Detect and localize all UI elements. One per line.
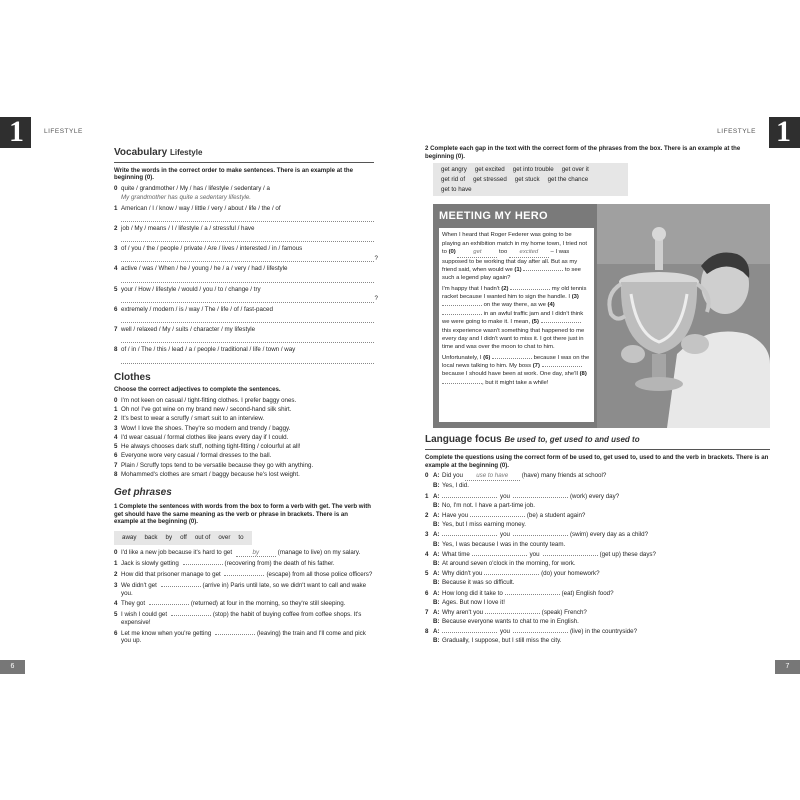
box-word: off [180, 533, 187, 541]
item-number: 4 [114, 265, 118, 273]
list-item [114, 560, 374, 568]
text-mid: you [529, 550, 540, 558]
answer-gap[interactable] [541, 322, 581, 323]
question-text [442, 628, 770, 636]
language-focus-instruction: Complete the questions using the correct form of be used to, get used to, used to and the verb in brackets. There is an example at the beginning (0). [425, 453, 769, 469]
spacer [425, 618, 433, 626]
answer-line[interactable] [121, 254, 378, 262]
text-after: (have) many friends at school? [521, 472, 607, 480]
answer-gap[interactable] [442, 497, 497, 498]
item-number: 8 [425, 628, 429, 636]
answer-gap[interactable] [224, 575, 264, 576]
answer-gap[interactable] [513, 632, 568, 633]
item-number: 3 [114, 581, 118, 589]
question-text [442, 512, 770, 520]
item-number: 2 [114, 224, 118, 232]
spacer [425, 521, 433, 529]
example-gap: get [457, 248, 497, 257]
text-after: (work) every day? [569, 492, 620, 500]
spacer [425, 560, 433, 568]
speaker-a: A: [433, 472, 440, 480]
item-number: 7 [114, 461, 118, 469]
item-number: 0 [114, 184, 118, 192]
item-number: 4 [425, 550, 429, 558]
item-text [121, 600, 374, 608]
text-after: (speak) French? [541, 608, 587, 616]
speaker-b: B: [433, 598, 440, 606]
right-content [425, 143, 770, 648]
example-gap: excited [509, 248, 549, 257]
answer-row [425, 599, 770, 607]
vocab-instruction: Write the words in the correct order to make sentences. There is an example at the beginning (0). [114, 166, 353, 182]
item-number: 2 [114, 415, 118, 423]
list-item [114, 185, 374, 193]
text-after: (arrive in) Paris until late, so we didn't want to call and wake you. [121, 581, 367, 597]
gap-number: (4) [547, 302, 555, 309]
item-text: Everyone wore very casual / formal dresses to the ball. [121, 452, 272, 460]
speaker-b: B: [433, 579, 440, 587]
text-before: Did you [442, 472, 465, 480]
item-text: your / How / lifestyle / would / you / to / change / try [121, 285, 261, 293]
text-before: Let me know when you're getting [121, 629, 212, 637]
gap-number: (1) [514, 266, 522, 273]
item-text: It's best to wear a scruffy / smart suit to an interview. [121, 415, 265, 423]
speaker-a: A: [433, 511, 440, 519]
page-number: 7 [775, 660, 800, 674]
spacer [425, 541, 433, 549]
item-number: 1 [425, 492, 429, 500]
box-word: back [144, 533, 158, 541]
item-text [121, 611, 374, 627]
spacer [425, 482, 433, 490]
list-item [114, 549, 374, 558]
answer-text: No, I'm not. I have a part-time job. [442, 501, 536, 509]
list-item [114, 571, 374, 579]
question-text [442, 570, 770, 578]
speaker-a: A: [433, 550, 440, 558]
text: too [499, 249, 508, 256]
answer-row [425, 482, 770, 490]
section-rule [114, 162, 374, 163]
answer-row [425, 560, 770, 568]
language-focus-subtitle: Be used to, get used to and used to [504, 435, 640, 445]
text: – I was supposed to be working that day after all. But as my friend said, when would we [442, 249, 578, 273]
answer-line[interactable] [121, 214, 374, 222]
answer-line[interactable] [121, 275, 374, 283]
speaker-a: A: [433, 492, 440, 500]
answer-gap[interactable] [513, 535, 568, 536]
list-item [114, 265, 374, 273]
text-after: (returned) at four in the morning, so they're still sleeping. [190, 600, 346, 608]
page-number: 6 [0, 660, 25, 674]
item-number: 7 [425, 608, 429, 616]
gap-number: (5) [531, 319, 539, 326]
answer-line[interactable] [121, 234, 374, 242]
text: to see such a legend play again? [442, 266, 581, 282]
question-row [425, 472, 770, 481]
text-before: How long did it take to [442, 589, 505, 597]
answer-line[interactable] [121, 356, 374, 364]
text: on the way there, as we [483, 302, 546, 309]
item-number: 8 [114, 346, 118, 354]
answer-gap[interactable] [183, 564, 223, 565]
list-item [114, 452, 374, 460]
item-text [121, 630, 374, 646]
text-before: I'd like a new job because it's hard to get [121, 548, 233, 556]
item-text [121, 582, 374, 598]
answer-gap[interactable] [442, 314, 482, 315]
question-text [442, 590, 770, 598]
left-content [114, 143, 378, 648]
answer-gap[interactable] [472, 555, 527, 556]
list-item [114, 286, 374, 294]
answer-gap[interactable] [171, 615, 211, 616]
question-text [442, 609, 770, 617]
article-paragraph [442, 231, 591, 282]
clothes-instruction: Choose the correct adjectives to complete the sentences. [114, 386, 281, 394]
gap-number: (3) [571, 294, 579, 301]
item-number: 1 [114, 204, 118, 212]
gaps-instruction: 2 Complete each gap in the text with the correct form of the phrases from the box. There is an example at the beginning (0). [425, 145, 741, 160]
box-phrase: get over it [561, 166, 589, 174]
item-text: Plain / Scruffy tops tend to be versatile because they go with anything. [121, 461, 314, 469]
speaker-a: A: [433, 608, 440, 616]
answer-row [425, 637, 770, 645]
item-text: of / in / The / this / lead / a / people / traditional / life / town / way [121, 346, 296, 354]
answer-gap[interactable] [492, 358, 532, 359]
item-text: American / I / know / way / little / very / about / life / the / of [121, 204, 281, 212]
item-text: Mohammed's clothes are smart / baggy because he's lost weight. [121, 470, 300, 478]
item-number: 2 [425, 511, 429, 519]
box-phrase: get stressed [473, 175, 507, 183]
text-before: What time [442, 550, 472, 558]
list-item [114, 600, 374, 608]
phrases-box [433, 163, 628, 196]
speaker-b: B: [433, 482, 440, 490]
text-before: Jack is slowly getting [121, 560, 179, 568]
example-answer: My grandmother has quite a sedentary lifestyle. [121, 193, 252, 201]
language-focus-title [425, 434, 770, 447]
speaker-b: B: [433, 637, 440, 645]
list-item [114, 462, 374, 470]
list-item [114, 630, 374, 646]
text-before: Why didn't you [442, 570, 485, 578]
text: Unfortunately, I [442, 354, 482, 361]
language-focus-exercise [425, 472, 770, 645]
item-number: 3 [114, 245, 118, 253]
question-row [425, 590, 770, 598]
item-text: Oh no! I've got wine on my brand new / second-hand silk shirt. [121, 406, 292, 414]
list-item [114, 471, 374, 479]
item-number: 1 [114, 406, 118, 414]
answer-gap[interactable] [505, 594, 560, 595]
unit-number: 1 [776, 115, 791, 148]
section-title-vocabulary [114, 147, 374, 160]
box-phrase: get into trouble [512, 166, 554, 174]
item-text: well / relaxed / My / suits / character / my lifestyle [121, 326, 256, 334]
unit-number: 1 [9, 115, 24, 148]
word-box [114, 531, 252, 545]
text-after: (be) a student again? [526, 511, 586, 519]
answer-gap[interactable] [442, 535, 497, 536]
item-number: 8 [114, 470, 118, 478]
answer-gap[interactable] [149, 604, 189, 605]
item-number: 3 [425, 531, 429, 539]
list-item [114, 225, 374, 233]
item-number: 4 [114, 433, 118, 441]
answer-row [425, 579, 770, 587]
spacer [425, 502, 433, 510]
item-text: He always chooses dark stuff, nothing tight-fitting / colourful at all! [121, 443, 301, 451]
item-number: 5 [114, 611, 118, 619]
spacer [425, 599, 433, 607]
item-number: 0 [425, 472, 429, 480]
get-phrases-exercise [114, 549, 374, 646]
list-item [114, 346, 374, 354]
gap-number: (6) [483, 354, 491, 361]
text-after: (get up) these days? [599, 550, 656, 558]
gap-number: (7) [532, 363, 540, 370]
box-phrase: get to have [441, 185, 472, 193]
text-mid: you [500, 492, 510, 500]
answer-row [425, 618, 770, 626]
speaker-a: A: [433, 570, 440, 578]
question-row [425, 628, 770, 636]
item-text: quite / grandmother / My / has / lifestyle / sedentary / a [121, 184, 270, 192]
answer-gap[interactable] [510, 289, 550, 290]
article-title: MEETING MY HERO [439, 210, 548, 223]
item-text: job / My / means / I / lifestyle / a / stressful / have [121, 224, 255, 232]
article-paragraph [442, 285, 591, 352]
text: because I was on the local news talking to him. My boss [442, 354, 590, 370]
unit-badge [769, 117, 800, 148]
box-word: by [165, 533, 173, 541]
spacer [425, 637, 433, 645]
question-row [425, 512, 770, 520]
line-end-punctuation: ? [374, 254, 378, 262]
question-row [425, 531, 770, 539]
answer-text: Ages. But now I love it! [442, 598, 505, 606]
speaker-a: A: [433, 531, 440, 539]
text-mid: you [500, 531, 510, 539]
text-before: Have you [442, 511, 470, 519]
item-number: 0 [114, 548, 118, 556]
right-page [400, 0, 800, 800]
article-paragraph [442, 354, 591, 388]
answer-text: At around seven o'clock in the morning, for work. [442, 559, 576, 567]
answer-text: Because it was so difficult. [442, 579, 515, 587]
question-row [425, 551, 770, 559]
answer-gap[interactable] [442, 632, 497, 633]
list-item [114, 306, 374, 314]
answer-line[interactable] [121, 295, 378, 303]
list-item [114, 434, 374, 442]
speaker-a: A: [433, 628, 440, 636]
question-text [442, 493, 770, 501]
answer-line[interactable] [121, 315, 374, 323]
get-phrases-instruction: 1 Complete the sentences with words from the box to form a verb with get. The verb with get should have the same meaning as the verb or phrase in brackets. There is an example at the beginning (0). [114, 503, 371, 526]
line-end-punctuation: ? [374, 295, 378, 303]
answer-row [425, 541, 770, 549]
vocab-exercise [114, 184, 378, 364]
text-after: (recovering from) the death of his father. [224, 560, 335, 568]
text-after: (leaving) the train and I'll come and pick you up. [121, 629, 366, 645]
box-phrase: get rid of [441, 175, 466, 183]
text-before: I wish I could get [121, 611, 168, 619]
box-phrase: get stuck [514, 175, 540, 183]
answer-gap[interactable] [161, 586, 201, 587]
item-text [121, 549, 374, 558]
text: because I should have been at work. One day, she'll [442, 371, 578, 378]
get-phrases-title: Get phrases [114, 486, 172, 498]
spacer [425, 579, 433, 587]
answer-gap[interactable] [542, 366, 582, 367]
gap-number: (0) [448, 249, 456, 256]
list-item [114, 611, 374, 627]
text-after: (stop) the habit of buying coffee from coffee shops. It's expensive! [121, 611, 362, 626]
box-word: over [218, 533, 231, 541]
article-panel [433, 204, 770, 428]
answer-line[interactable] [121, 335, 374, 343]
speaker-b: B: [433, 540, 440, 548]
speaker-b: B: [433, 501, 440, 509]
text-after: (swim) every day as a child? [569, 531, 649, 539]
answer-gap[interactable] [215, 634, 255, 635]
tennis-player-trophy-photo [597, 204, 770, 428]
item-text [121, 571, 374, 579]
item-text: active / was / When / he / young / he / a / very / had / lifestyle [121, 265, 288, 273]
example-gap: by [236, 549, 276, 558]
article-text [439, 228, 594, 422]
box-word: away [122, 533, 137, 541]
question-text [442, 531, 770, 539]
answer-gap[interactable] [442, 305, 482, 306]
language-focus-heading: Language focus [425, 434, 502, 446]
item-number: 5 [114, 285, 118, 293]
answer-gap[interactable] [485, 613, 540, 614]
list-item [114, 443, 374, 451]
box-word: to [238, 533, 244, 541]
question-text [442, 551, 770, 559]
section-rule [425, 449, 770, 450]
item-number: 6 [425, 589, 429, 597]
text-after: (do) your homework? [541, 570, 600, 578]
speaker-b: B: [433, 521, 440, 529]
item-text: I'd wear casual / formal clothes like jeans every day if I could. [121, 433, 289, 441]
list-item [114, 326, 374, 334]
list-item [114, 205, 374, 213]
text: my old tennis racket because I wanted him to sign the handle. I [442, 285, 587, 301]
item-number: 2 [114, 571, 118, 579]
item-number: 5 [114, 443, 118, 451]
text: in an awful traffic jam and I didn't think we were going to make it. I mean, [442, 310, 584, 326]
item-number: 6 [114, 629, 118, 637]
list-item [114, 397, 374, 405]
text-before: Why aren't you [442, 608, 485, 616]
text: this experience wasn't something that happened to me every day and I didn't want to miss it. I got there just in time and was over the moon to chat to him. [442, 327, 585, 351]
item-number: 7 [114, 326, 118, 334]
list-item [114, 415, 374, 423]
speaker-b: B: [433, 618, 440, 626]
answer-row [425, 502, 770, 510]
item-number: 6 [114, 305, 118, 313]
item-text: of / you / the / people / private / Are / lives / interested / in / famous [121, 245, 303, 253]
clothes-title: Clothes [114, 371, 151, 383]
box-word: out of [194, 533, 211, 541]
text: When I heard that Roger Federer was going to be playing an exhibition match in my home town, I tried not to [442, 232, 588, 256]
unit-badge [0, 117, 31, 148]
item-text: I'm not keen on casual / tight-fitting clothes. I prefer baggy ones. [121, 396, 297, 404]
box-phrase: get excited [474, 166, 505, 174]
item-text: Wow! I love the shoes. They're so modern and trendy / baggy. [121, 424, 291, 432]
gap-number: (8) [579, 371, 587, 378]
answer-gap[interactable] [484, 574, 539, 575]
answer-text: Gradually, I suppose, but I still miss the city. [442, 637, 562, 645]
answer-gap[interactable] [523, 270, 563, 271]
box-phrase: get the chance [547, 175, 589, 183]
text-before: How did that prisoner manage to get [121, 571, 221, 579]
item-number: 6 [114, 452, 118, 460]
text-after: (live) in the countryside? [569, 628, 638, 636]
running-head: LIFESTYLE [44, 128, 83, 135]
question-row [425, 609, 770, 617]
answer-text: Yes, I did. [442, 482, 469, 490]
clothes-exercise [114, 397, 374, 479]
text-after: (manage to live) on my salary. [277, 548, 361, 556]
answer-gap[interactable] [442, 383, 482, 384]
text-before: They got [121, 600, 146, 608]
item-number: 0 [114, 396, 118, 404]
list-item [114, 245, 374, 253]
list-item [114, 406, 374, 414]
answer-text: Because everyone wants to chat to me in English. [442, 618, 579, 626]
answer-text: Yes, but I miss earning money. [442, 521, 526, 529]
text-before: We didn't get [121, 581, 157, 589]
vocab-title: Vocabulary [114, 147, 168, 158]
speaker-b: B: [433, 559, 440, 567]
list-item [114, 425, 374, 433]
item-number: 1 [114, 560, 118, 568]
item-number: 3 [114, 424, 118, 432]
question-text [442, 472, 770, 481]
answer-gap[interactable] [470, 516, 525, 517]
gap-number: (2) [501, 285, 509, 292]
text: , but it might take a while! [482, 379, 549, 386]
item-text [121, 560, 374, 568]
vocab-subtitle: Lifestyle [169, 148, 203, 157]
text: I'm happy that I hadn't [442, 285, 500, 292]
answer-text: Yes, I was because I was in the county team. [442, 540, 566, 548]
list-item [114, 582, 374, 598]
example-gap: use to have [465, 472, 520, 481]
box-phrase: get angry [441, 166, 467, 174]
speaker-a: A: [433, 589, 440, 597]
item-number: 5 [425, 570, 429, 578]
question-row [425, 493, 770, 501]
item-number: 4 [114, 600, 118, 608]
text-after: (eat) English food? [561, 589, 614, 597]
question-row [425, 570, 770, 578]
item-text: extremely / modern / is / way / The / life / of / fast-paced [121, 305, 273, 313]
answer-gap[interactable] [543, 555, 598, 556]
text-mid: you [500, 628, 510, 636]
running-head: LIFESTYLE [717, 128, 756, 135]
answer-gap[interactable] [513, 497, 568, 498]
answer-row [425, 521, 770, 529]
text-after: (escape) from all those police officers? [266, 571, 373, 579]
